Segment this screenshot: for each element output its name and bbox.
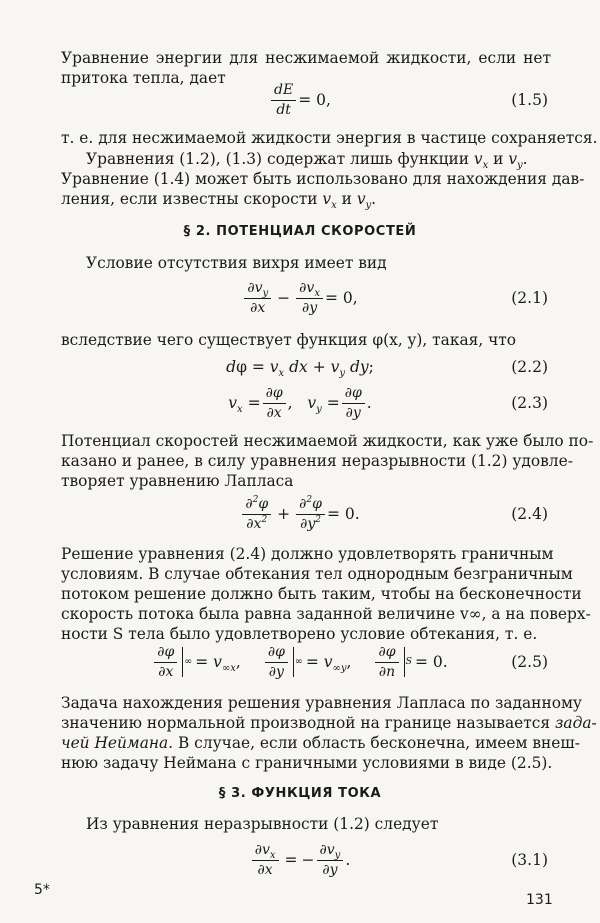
equation-number: (2.4) bbox=[511, 505, 548, 523]
text-line: Потенциал скоростей несжимаемой жидкости, как уже было по- bbox=[61, 432, 594, 450]
fraction bbox=[271, 82, 296, 119]
text-line: значению нормальной производной на границе называется зада- bbox=[61, 714, 597, 732]
text-line: Уравнения (1.2), (1.3) содержат лишь функции $v_x$ и $v_y$. bbox=[86, 150, 528, 171]
equation-2-3: $v_x$ = $\frac{\partial\varphi}{\partial x}$ , $v_y$ = $\frac{\partial\varphi}{\partial y}$ . (2.3) bbox=[228, 384, 548, 421]
text-line: скорость потока была равна заданной величине v∞, а на поверх- bbox=[61, 605, 591, 623]
text-line: Уравнение (1.4) может быть использовано для нахождения дав- bbox=[61, 170, 585, 188]
text-line: творяет уравнению Лапласа bbox=[61, 472, 294, 490]
text-line: Уравнение энергии для несжимаемой жидкости, если нет bbox=[61, 49, 551, 67]
equation-3-1: $\frac{\partial v_x}{\partial x}$ = − $\frac{\partial v_y}{\partial y}$ . (3.1) bbox=[0, 838, 600, 882]
text-line: ления, если известны скорости $v_x$ и $v_y$. bbox=[61, 190, 377, 211]
text-line: вследствие чего существует функция φ(x, y), такая, что bbox=[61, 331, 517, 349]
equation-number: (2.1) bbox=[511, 289, 548, 307]
section-heading: § 3. ФУНКЦИЯ ТОКА bbox=[218, 786, 382, 801]
equation-2-4: $\frac{\partial^2\varphi}{\partial x^2}$ + $\frac{\partial^2\varphi}{\partial y^2}$ = 0. (2.4) bbox=[0, 492, 600, 536]
equation-number: (2.3) bbox=[511, 394, 548, 412]
equation-2-1: $\frac{\partial v_y}{\partial x}$ − $\frac{\partial v_x}{\partial y}$ = 0, (2.1) bbox=[0, 276, 600, 320]
text-line: ности S тела было удовлетворено условие обтекания, т. е. bbox=[61, 625, 538, 643]
equation-number: (3.1) bbox=[511, 851, 548, 869]
text-line: Из уравнения неразрывности (1.2) следует bbox=[86, 815, 439, 833]
text-line: потоком решение должно быть таким, чтобы на бесконечности bbox=[61, 585, 582, 603]
equation-number: (2.5) bbox=[511, 653, 548, 671]
text-line: чей Неймана. В случае, если область бесконечна, имеем внеш- bbox=[61, 734, 580, 752]
signature-mark: 5* bbox=[34, 882, 50, 898]
equation-2-5: $\frac{\partial\varphi}{\partial x}$ ∞ = $v_{\infty x}$, $\frac{\partial\varphi}{\partial y}$ ∞ = $v_{\infty y}$, $\frac{\partial\varphi}{\partial n}$ S = 0. (2.5) bbox=[0, 640, 600, 684]
denominator: dt bbox=[276, 101, 291, 118]
equation-number: (1.5) bbox=[511, 91, 548, 109]
section-heading: § 2. ПОТЕНЦИАЛ СКОРОСТЕЙ bbox=[183, 224, 417, 239]
equation-2-2: $d\varphi = v_x$ dx + $v_y$ dy; (2.2) bbox=[226, 358, 548, 379]
text-line: нюю задачу Неймана с граничными условиями в виде (2.5). bbox=[61, 754, 553, 772]
numerator: dE bbox=[271, 82, 296, 101]
text-line: т. е. для несжимаемой жидкости энергия в частице сохраняется. bbox=[61, 129, 598, 147]
text-line: условиям. В случае обтекания тел однородным безграничным bbox=[61, 565, 573, 583]
text-line: Решение уравнения (2.4) должно удовлетворять граничным bbox=[61, 545, 554, 563]
equation-rhs: = 0, bbox=[298, 91, 331, 109]
text-line: притока тепла, дает bbox=[61, 69, 226, 87]
page-number: 131 bbox=[526, 892, 553, 908]
equation-number: (2.2) bbox=[511, 358, 548, 376]
text-line: Условие отсутствия вихря имеет вид bbox=[86, 254, 387, 272]
text-line: Задача нахождения решения уравнения Лапласа по заданному bbox=[61, 694, 582, 712]
text-line: казано и ранее, в силу уравнения неразрывности (1.2) удовле- bbox=[61, 452, 573, 470]
equation-1-5 bbox=[0, 78, 600, 122]
